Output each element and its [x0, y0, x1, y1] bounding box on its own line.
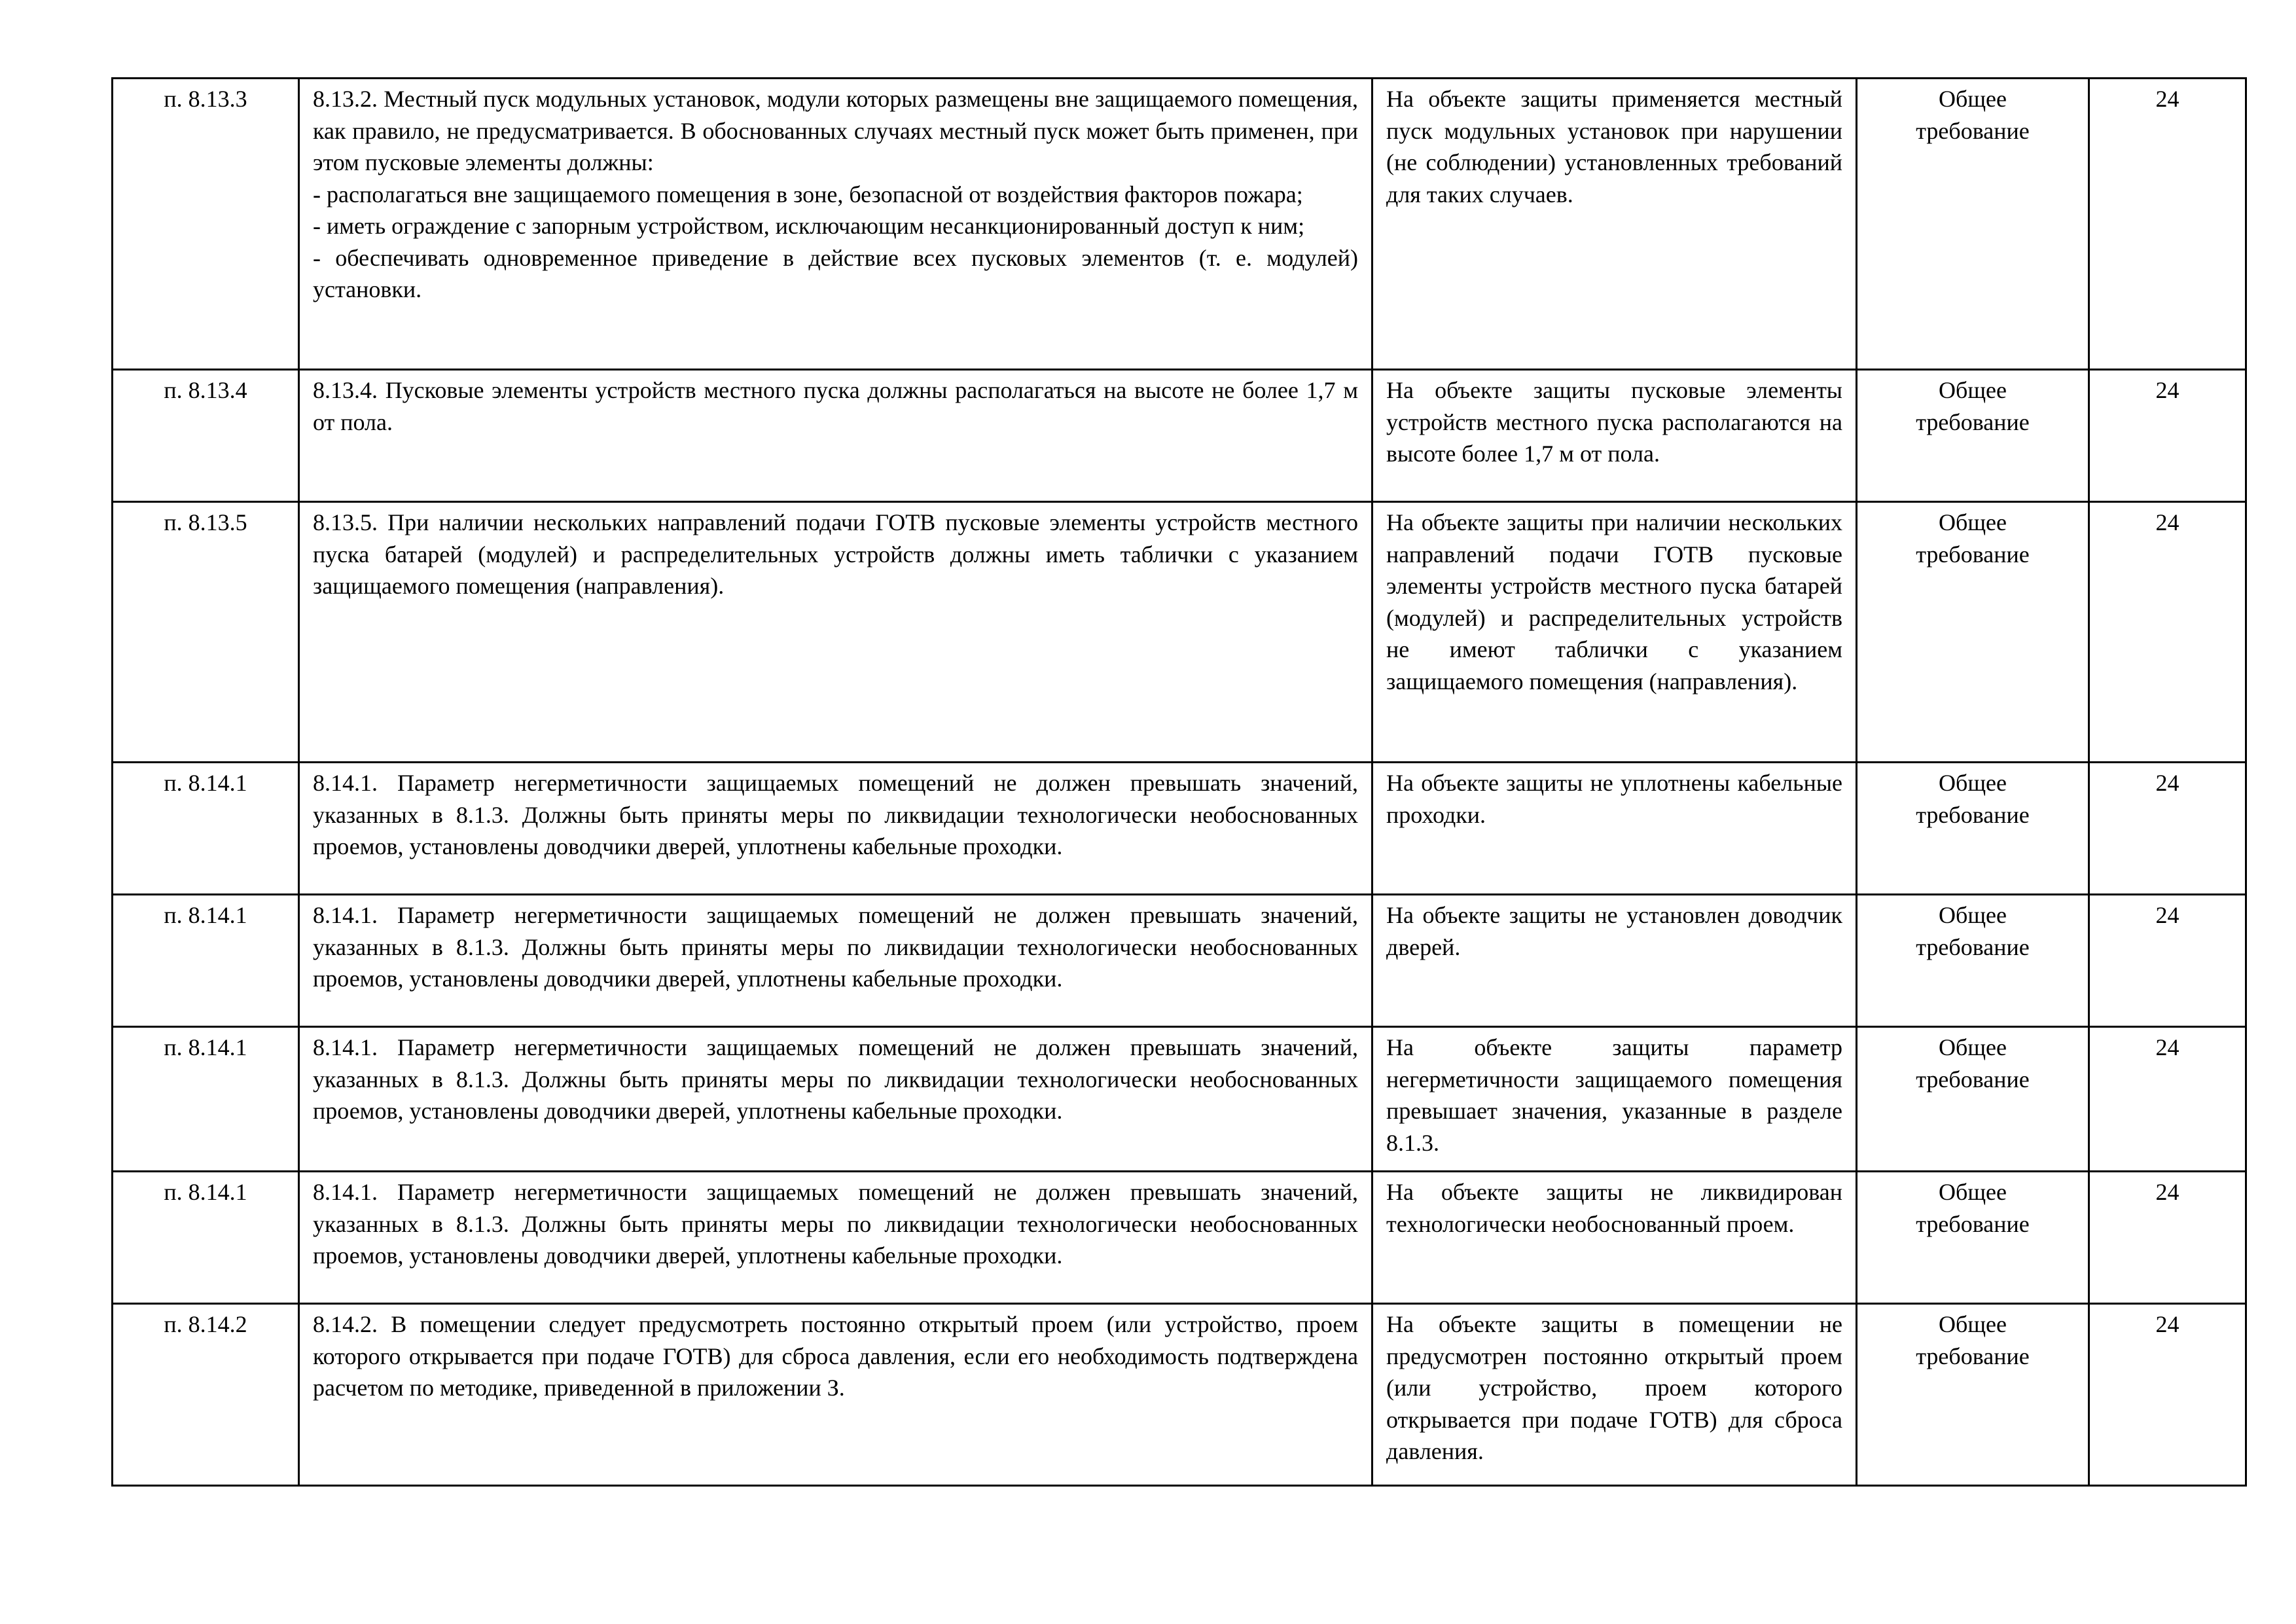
requirement-category: Общее требование	[1857, 502, 2089, 763]
requirement-category: Общее требование	[1857, 79, 2089, 370]
table-row	[113, 1172, 2246, 1304]
requirement-paragraph: 8.14.1. Параметр негерметичности защищаемых помещений не должен превышать значений, указанных в 8.1.3. Должны быть приняты меры по ликвидации технологически необоснованных проемов, установлены доводчики дверей, уплотнены кабельные проходки.	[313, 902, 1358, 992]
table-row	[113, 502, 2246, 763]
document-number: 24	[2089, 502, 2246, 763]
document-number: 24	[2089, 370, 2246, 502]
requirement-paragraph: 8.13.5. При наличии нескольких направлений подачи ГОТВ пусковые элементы устройств местного пуска батарей (модулей) и распределительных устройств должны иметь таблички с указанием защищаемого помещения (направления).	[313, 509, 1358, 599]
table-row	[113, 79, 2246, 370]
requirement-paragraph: 8.13.2. Местный пуск модульных установок, модули которых размещены вне защищаемого помещения, как правило, не предусматривается. В обоснованных случаях местный пуск может быть применен, при этом пусковые элементы должны:	[313, 86, 1358, 175]
violation-description: На объекте защиты применяется местный пуск модульных установок при нарушении (не соблюдении) установленных требований для таких случаев.	[1372, 79, 1857, 370]
violation-description: На объекте защиты параметр негерметичности защищаемого помещения превышает значения, указанные в разделе 8.1.3.	[1372, 1027, 1857, 1172]
requirement-text	[299, 370, 1372, 502]
requirement-paragraph: 8.14.1. Параметр негерметичности защищаемых помещений не должен превышать значений, указанных в 8.1.3. Должны быть приняты меры по ликвидации технологически необоснованных проемов, установлены доводчики дверей, уплотнены кабельные проходки.	[313, 770, 1358, 859]
table-row	[113, 895, 2246, 1027]
clause-reference: п. 8.13.4	[113, 370, 299, 502]
requirement-category: Общее требование	[1857, 370, 2089, 502]
violation-description: На объекте защиты не уплотнены кабельные проходки.	[1372, 763, 1857, 895]
document-number: 24	[2089, 763, 2246, 895]
table-row	[113, 1304, 2246, 1486]
document-number: 24	[2089, 1027, 2246, 1172]
clause-reference: п. 8.14.1	[113, 1027, 299, 1172]
requirement-paragraph: 8.14.1. Параметр негерметичности защищаемых помещений не должен превышать значений, указанных в 8.1.3. Должны быть приняты меры по ликвидации технологически необоснованных проемов, установлены доводчики дверей, уплотнены кабельные проходки.	[313, 1034, 1358, 1124]
table-row	[113, 763, 2246, 895]
requirement-paragraph: - обеспечивать одновременное приведение в действие всех пусковых элементов (т. е. модулей) установки.	[313, 244, 1358, 302]
clause-reference: п. 8.14.1	[113, 763, 299, 895]
requirement-text	[299, 502, 1372, 763]
requirement-paragraph: - располагаться вне защищаемого помещения в зоне, безопасной от воздействия факторов пожара;	[313, 181, 1303, 208]
document-number: 24	[2089, 1304, 2246, 1486]
requirement-category: Общее требование	[1857, 1304, 2089, 1486]
requirement-text	[299, 895, 1372, 1027]
requirement-category: Общее требование	[1857, 895, 2089, 1027]
requirements-table	[111, 77, 2247, 1487]
requirement-text	[299, 1027, 1372, 1172]
requirement-text	[299, 79, 1372, 370]
table-row	[113, 1027, 2246, 1172]
clause-reference: п. 8.13.5	[113, 502, 299, 763]
requirement-text	[299, 1172, 1372, 1304]
table-body	[113, 79, 2246, 1486]
requirement-paragraph: 8.14.2. В помещении следует предусмотреть постоянно открытый проем (или устройство, проем которого открывается при подаче ГОТВ) для сброса давления, если его необходимость подтверждена расчетом по методике, приведенной в приложении З.	[313, 1311, 1358, 1401]
violation-description: На объекте защиты пусковые элементы устройств местного пуска располагаются на высоте более 1,7 м от пола.	[1372, 370, 1857, 502]
clause-reference: п. 8.14.1	[113, 895, 299, 1027]
table-row	[113, 370, 2246, 502]
document-number: 24	[2089, 895, 2246, 1027]
violation-description: На объекте защиты не ликвидирован технологически необоснованный проем.	[1372, 1172, 1857, 1304]
requirement-text	[299, 763, 1372, 895]
document-number: 24	[2089, 79, 2246, 370]
requirement-category: Общее требование	[1857, 1172, 2089, 1304]
clause-reference: п. 8.14.2	[113, 1304, 299, 1486]
requirement-paragraph: 8.13.4. Пусковые элементы устройств местного пуска должны располагаться на высоте не более 1,7 м от пола.	[313, 377, 1358, 435]
clause-reference: п. 8.13.3	[113, 79, 299, 370]
violation-description: На объекте защиты в помещении не предусмотрен постоянно открытый проем (или устройство, проем которого открывается при подаче ГОТВ) для сброса давления.	[1372, 1304, 1857, 1486]
requirement-paragraph: - иметь ограждение с запорным устройством, исключающим несанкционированный доступ к ним;	[313, 213, 1305, 239]
requirement-category: Общее требование	[1857, 1027, 2089, 1172]
violation-description: На объекте защиты при наличии нескольких направлений подачи ГОТВ пусковые элементы устройств местного пуска батарей (модулей) и распределительных устройств не имеют таблички с указанием защищаемого помещения (направления).	[1372, 502, 1857, 763]
clause-reference: п. 8.14.1	[113, 1172, 299, 1304]
requirement-category: Общее требование	[1857, 763, 2089, 895]
document-number: 24	[2089, 1172, 2246, 1304]
requirement-paragraph: 8.14.1. Параметр негерметичности защищаемых помещений не должен превышать значений, указанных в 8.1.3. Должны быть приняты меры по ликвидации технологически необоснованных проемов, установлены доводчики дверей, уплотнены кабельные проходки.	[313, 1179, 1358, 1269]
requirement-text	[299, 1304, 1372, 1486]
violation-description: На объекте защиты не установлен доводчик дверей.	[1372, 895, 1857, 1027]
